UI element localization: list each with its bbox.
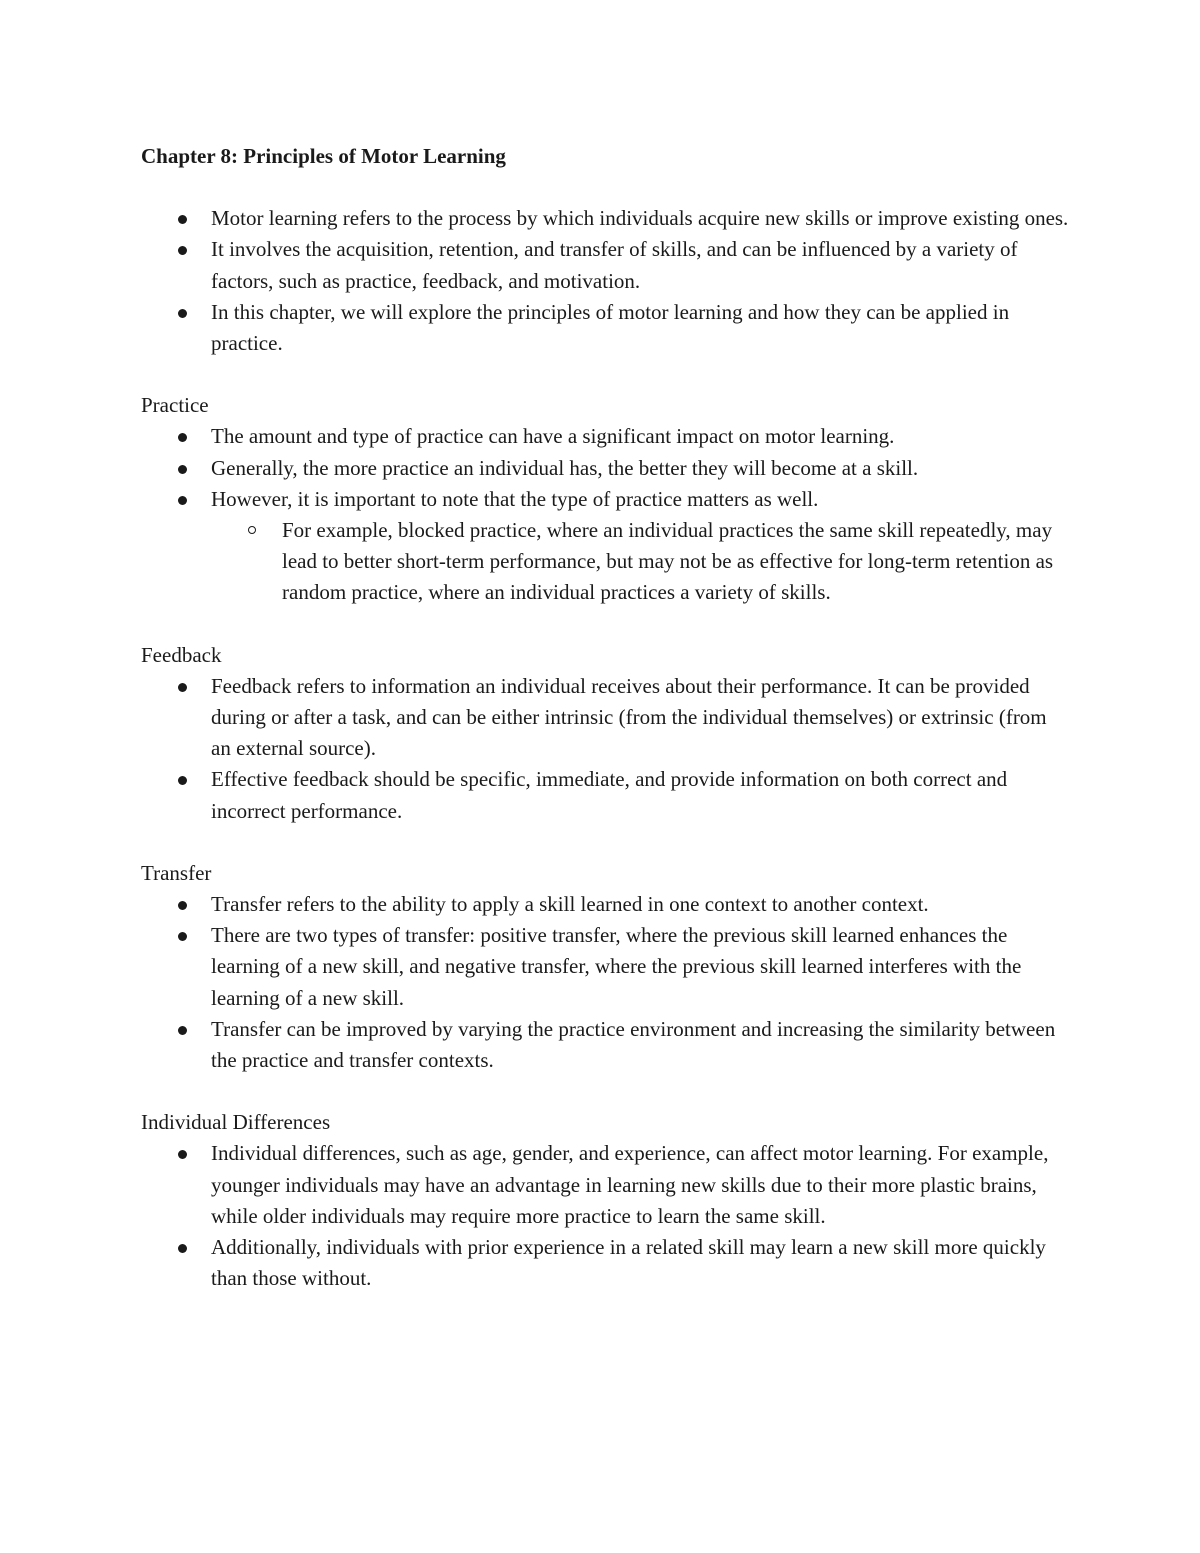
intro-list	[141, 203, 1071, 359]
practice-list	[141, 421, 1071, 608]
list-item-text: It involves the acquisition, retention, and transfer of skills, and can be influenced by a variety of factors, such as practice, feedback, and motivation.	[211, 237, 1018, 293]
list-item	[211, 484, 1071, 609]
individual-differences-list	[141, 1138, 1071, 1294]
intro-section	[141, 203, 1071, 359]
bullet-icon	[178, 1150, 187, 1159]
list-item-text: Feedback refers to information an individual receives about their performance. It can be provided during or after a task, and can be either intrinsic (from the individual themselves) or extrinsic (from an external source).	[211, 673, 1047, 761]
bullet-icon	[178, 309, 187, 318]
individual-differences-section	[141, 1107, 1071, 1294]
feedback-list	[141, 671, 1071, 827]
list-item	[211, 297, 1071, 359]
chapter-title: Chapter 8: Principles of Motor Learning	[141, 144, 506, 168]
hollow-bullet-icon	[248, 526, 256, 534]
list-item	[211, 234, 1071, 296]
bullet-icon	[178, 215, 187, 224]
practice-section	[141, 390, 1071, 608]
list-item	[211, 889, 1071, 920]
sub-list-item-text: For example, blocked practice, where an individual practices the same skill repeatedly, may lead to better short-term performance, but may not be as effective for long-term retention as random practice, where an individual practices a variety of skills.	[282, 518, 1054, 605]
bullet-icon	[178, 496, 187, 505]
list-item	[211, 453, 1071, 484]
list-item-text: Individual differences, such as age, gender, and experience, can affect motor learning. For example, younger individuals may have an advantage in learning new skills due to their more plastic brains, while older individuals may require more practice to learn the same skill.	[211, 1141, 1049, 1228]
feedback-section	[141, 640, 1071, 827]
bullet-icon	[178, 683, 187, 692]
bullet-icon	[178, 1026, 187, 1035]
bullet-icon	[178, 246, 187, 255]
bullet-icon	[178, 1244, 187, 1253]
bullet-icon	[178, 433, 187, 442]
sub-list-item	[282, 515, 1071, 609]
section-heading-individual-differences: Individual Differences	[141, 1110, 331, 1135]
list-item-text: In this chapter, we will explore the principles of motor learning and how they can be applied in practice.	[211, 299, 1010, 356]
section-heading-practice: Practice	[141, 393, 209, 418]
list-item	[211, 421, 1071, 452]
list-item-text: There are two types of transfer: positive transfer, where the previous skill learned enhances the learning of a new skill, and negative transfer, where the previous skill learned interferes with the learning of a new skill.	[211, 923, 1022, 1010]
list-item-text: Transfer can be improved by varying the practice environment and increasing the similarity between the practice and transfer contexts.	[211, 1016, 1056, 1073]
list-item	[211, 764, 1071, 826]
list-item-text: However, it is important to note that the type of practice matters as well.	[211, 486, 819, 511]
transfer-section	[141, 858, 1071, 1076]
list-item	[211, 1232, 1071, 1294]
bullet-icon	[178, 776, 187, 785]
bullet-icon	[178, 932, 187, 941]
document-page	[141, 141, 1071, 1326]
list-item	[211, 920, 1071, 1014]
practice-sub-list	[211, 515, 1071, 609]
list-item	[211, 1014, 1071, 1076]
list-item-text: Effective feedback should be specific, immediate, and provide information on both correct and incorrect performance.	[211, 767, 1008, 823]
transfer-list	[141, 889, 1071, 1076]
section-heading-feedback: Feedback	[141, 642, 222, 667]
bullet-icon	[178, 465, 187, 474]
list-item	[211, 1138, 1071, 1232]
list-item	[211, 671, 1071, 765]
list-item-text: Transfer refers to the ability to apply a skill learned in one context to another context.	[211, 892, 929, 917]
list-item	[211, 203, 1071, 234]
bullet-icon	[178, 901, 187, 910]
list-item-text: Generally, the more practice an individual has, the better they will become at a skill.	[211, 455, 919, 480]
list-item-text: Motor learning refers to the process by which individuals acquire new skills or improve existing ones.	[211, 206, 1069, 231]
list-item-text: The amount and type of practice can have a significant impact on motor learning.	[211, 424, 895, 449]
section-heading-transfer: Transfer	[141, 860, 212, 885]
list-item-text: Additionally, individuals with prior experience in a related skill may learn a new skill more quickly than those without.	[211, 1235, 1046, 1291]
